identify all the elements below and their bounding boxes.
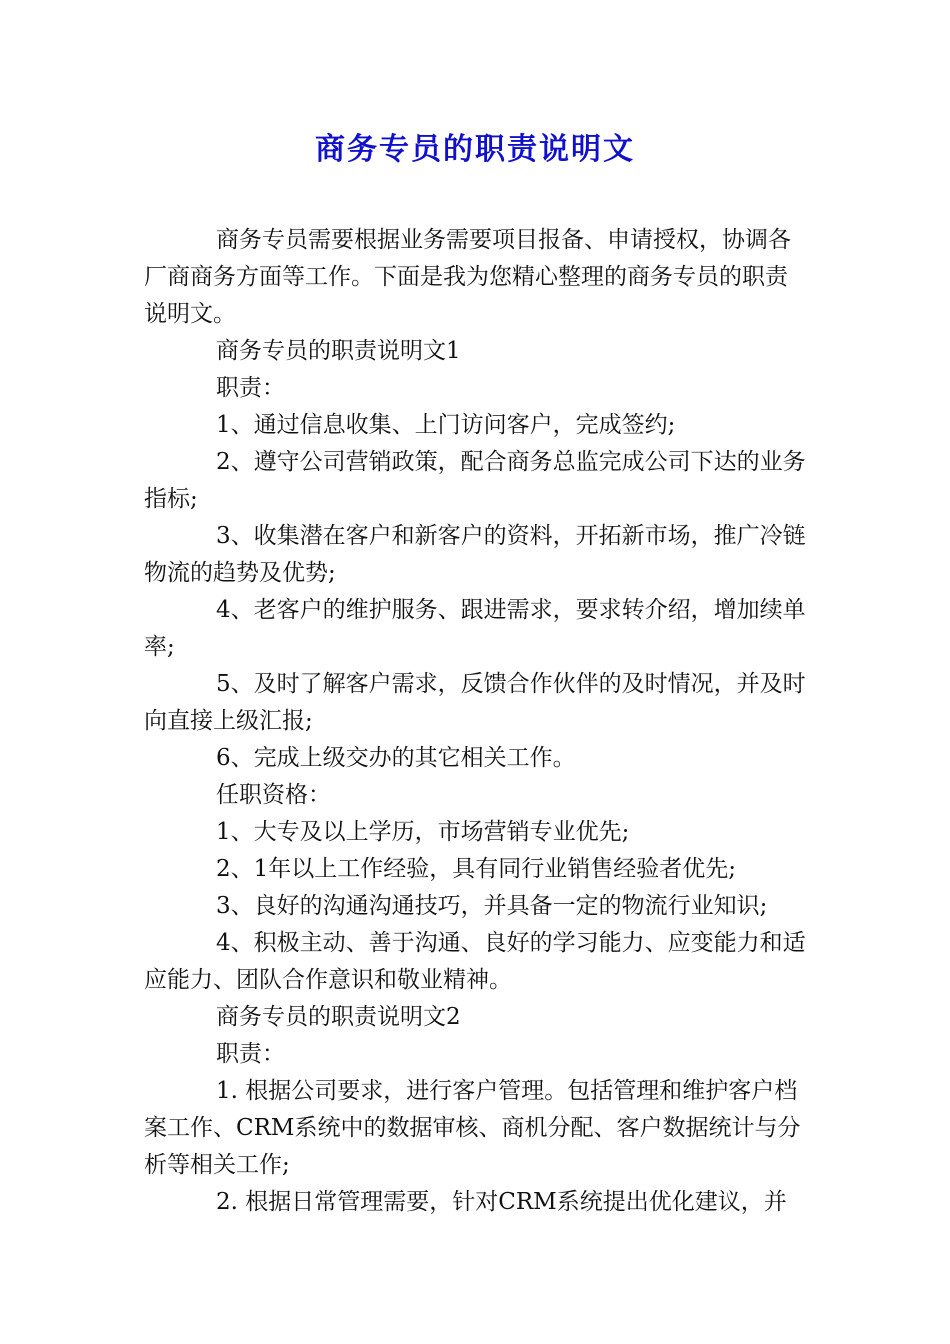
duty-item: 6、完成上级交办的其它相关工作。 <box>216 745 576 771</box>
section-heading-1: 商务专员的职责说明文1 <box>216 338 461 364</box>
duty-item: 5、及时了解客户需求，反馈合作伙伴的及时情况，并及时向直接上级汇报; <box>144 671 806 734</box>
qualification-item: 2、1年以上工作经验，具有同行业销售经验者优先; <box>216 856 737 882</box>
qualification-item: 1、大专及以上学历，市场营销专业优先; <box>216 819 630 845</box>
qualification-item: 3、良好的沟通沟通技巧，并具备一定的物流行业知识; <box>216 893 768 919</box>
duty-item: 3、收集潜在客户和新客户的资料，开拓新市场，推广冷链物流的趋势及优势; <box>144 523 806 586</box>
duty-item: 4、老客户的维护服务、跟进需求，要求转介绍，增加续单率; <box>144 597 806 660</box>
document-title: 商务专员的职责说明文 <box>315 132 635 167</box>
duty-item: 2、遵守公司营销政策，配合商务总监完成公司下达的业务指标; <box>144 449 806 512</box>
section-heading-2: 商务专员的职责说明文2 <box>216 1004 461 1030</box>
duty-item: 1. 根据公司要求，进行客户管理。包括管理和维护客户档案工作、CRM系统中的数据审核、商机分配、客户数据统计与分析等相关工作; <box>144 1078 801 1178</box>
document-body <box>144 222 806 1221</box>
intro-paragraph: 商务专员需要根据业务需要项目报备、申请授权，协调各厂商商务方面等工作。下面是我为您精心整理的商务专员的职责说明文。 <box>144 227 791 327</box>
duty-item: 2. 根据日常管理需要，针对CRM系统提出优化建议，并 <box>216 1189 787 1215</box>
duties-heading-1: 职责： <box>216 375 285 401</box>
qualifications-heading: 任职资格： <box>216 782 331 808</box>
duties-heading-2: 职责： <box>216 1041 285 1067</box>
duty-item: 1、通过信息收集、上门访问客户，完成签约; <box>216 412 676 438</box>
qualification-item: 4、积极主动、善于沟通、良好的学习能力、应变能力和适应能力、团队合作意识和敬业精神。 <box>144 930 806 993</box>
